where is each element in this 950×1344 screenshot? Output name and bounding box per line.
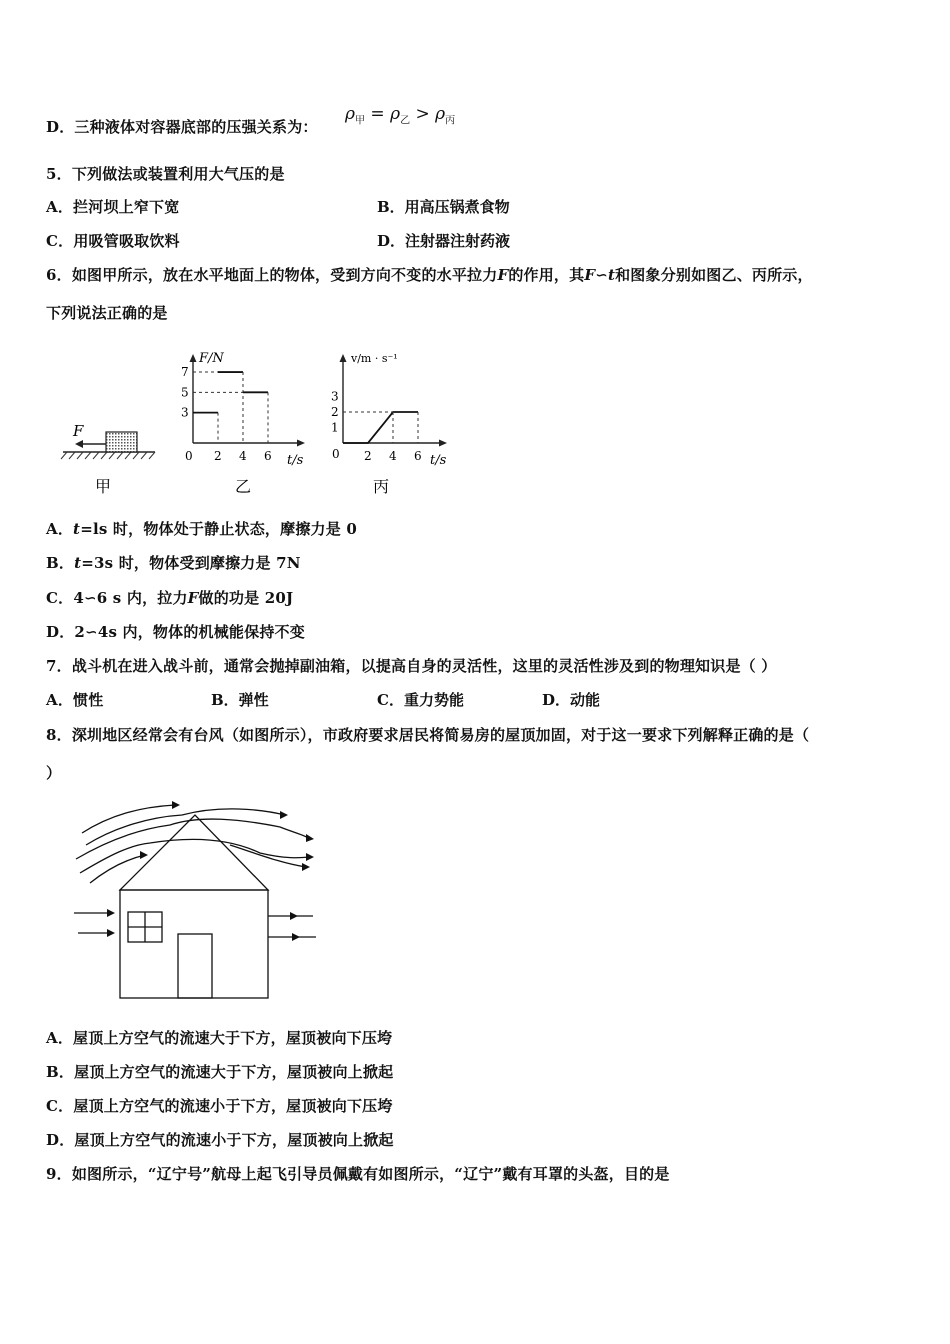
q6-option-b: B．t=3s 时，物体受到摩擦力是 7N [46, 554, 301, 572]
house-door [178, 934, 212, 998]
q6-stem-line2: 下列说法正确的是 [46, 304, 168, 322]
q5-option-d: D．注射器注射药液 [377, 232, 511, 250]
bing-ytick-2: 2 [331, 405, 339, 419]
house-wall [120, 890, 268, 998]
q5-option-c: C．用吸管吸取饮料 [46, 232, 180, 250]
q7-option-b: B．弹性 [211, 691, 269, 709]
q8-stem-line1: 8．深圳地区经常会有台风（如图所示），市政府要求居民将简易房的屋顶加固，对于这一要求下列解释正确的是（ [46, 726, 810, 744]
figure-bing [331, 352, 447, 496]
block [106, 432, 137, 452]
pressure-formula: $\rho_甲 = \rho_乙 > \rho_丙$ [345, 104, 456, 127]
bing-xtick-6: 6 [414, 449, 422, 463]
yi-ytick-5: 5 [181, 385, 189, 400]
q9-stem: 9．如图所示，“辽宁号”航母上起飞引导员佩戴有如图所示，“辽宁”戴有耳罩的头盔，目的是 [46, 1165, 670, 1183]
q5-option-a: A．拦河坝上窄下宽 [46, 198, 180, 216]
q6-option-a: A．t=ls 时，物体处于静止状态，摩擦力是 0 [46, 520, 357, 538]
bing-ytick-1: 1 [331, 420, 339, 435]
q7-option-a: A．惯性 [46, 691, 104, 709]
q7-option-d: D．动能 [542, 691, 601, 709]
q6-option-d: D．2∽4s 内，物体的机械能保持不变 [46, 623, 305, 641]
bing-ylabel: v/m · s⁻¹ [351, 352, 398, 365]
yi-xtick-2: 2 [214, 449, 222, 463]
bing-origin: 0 [332, 447, 340, 461]
yi-xtick-6: 6 [264, 449, 272, 463]
q4-option-d: D．三种液体对容器底部的压强关系为： [46, 118, 318, 136]
q5-option-b: B．用高压锅煮食物 [377, 198, 510, 216]
yi-ytick-3: 3 [181, 405, 189, 420]
q5-stem: 5．下列做法或装置利用大气压的是 [46, 165, 285, 183]
q8-option-a: A．屋顶上方空气的流速大于下方，屋顶被向下压垮 [46, 1029, 393, 1047]
label-yi: 乙 [235, 477, 252, 496]
q8-stem-line2: ） [46, 764, 62, 782]
bing-xlabel: t/s [430, 453, 447, 468]
bing-ytick-3: 3 [331, 389, 339, 404]
label-jia: 甲 [95, 477, 112, 496]
house-wind-figure [70, 795, 330, 1005]
yi-origin: 0 [185, 449, 193, 463]
bing-xtick-2: 2 [364, 449, 372, 463]
figure-yi [181, 351, 305, 496]
bing-xtick-4: 4 [389, 449, 397, 463]
q8-option-c: C．屋顶上方空气的流速小于下方，屋顶被向下压垮 [46, 1097, 393, 1115]
q7-stem: 7．战斗机在进入战斗前，通常会抛掉副油箱，以提高自身的灵活性，这里的灵活性涉及到的物理知识是（ ） [46, 657, 777, 675]
yi-ytick-7: 7 [181, 365, 189, 380]
yi-xtick-4: 4 [239, 449, 247, 463]
force-label: F [73, 422, 84, 440]
bing-line [343, 412, 418, 443]
q6-stem-line1: 6．如图甲所示，放在水平地面上的物体，受到方向不变的水平拉力F的作用，其F∽t和图象分别如图乙、丙所示， [46, 266, 813, 284]
q7-option-c: C．重力势能 [377, 691, 464, 709]
yi-ylabel: F/N [199, 351, 224, 366]
yi-xlabel: t/s [287, 453, 304, 468]
label-bing: 丙 [373, 477, 390, 496]
q6-figure [55, 340, 465, 500]
q6-option-c: C．4∽6 s 内，拉力F做的功是 20J [46, 589, 294, 607]
q8-option-d: D．屋顶上方空气的流速小于下方，屋顶被向上掀起 [46, 1131, 394, 1149]
q8-option-b: B．屋顶上方空气的流速大于下方，屋顶被向上掀起 [46, 1063, 394, 1081]
figure-jia [61, 422, 155, 496]
